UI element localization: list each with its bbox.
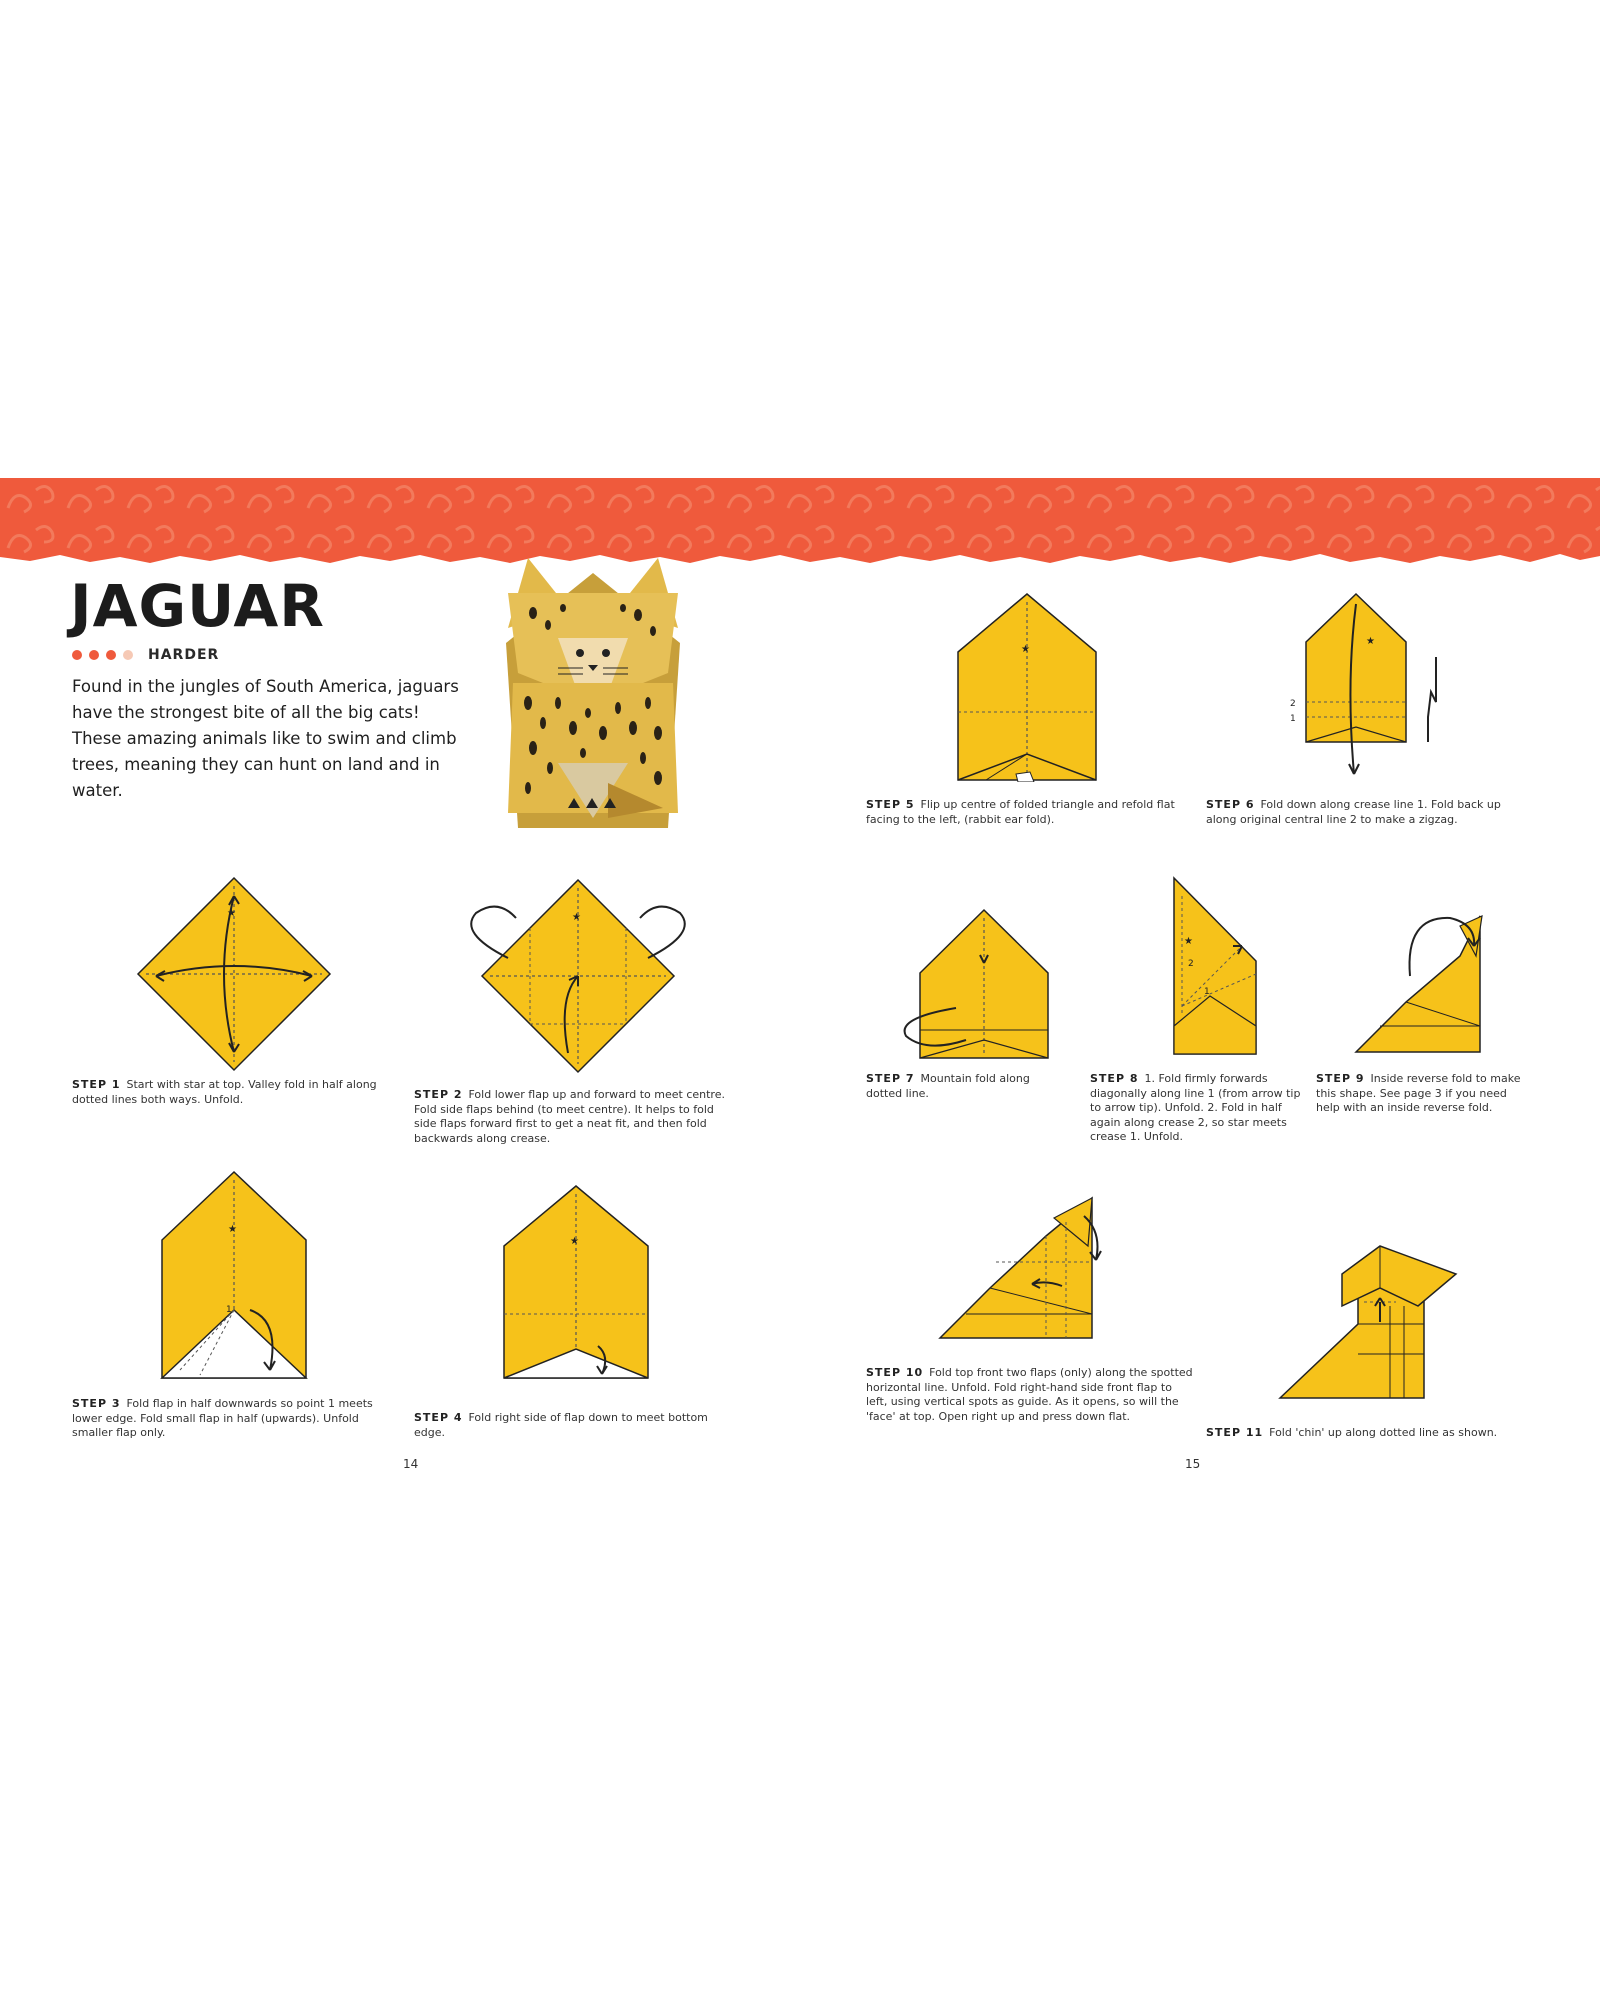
star-mark: ★ (1366, 636, 1375, 647)
step-4-caption (414, 1411, 734, 1440)
zigzag-icon (1428, 657, 1436, 742)
step-text: 1. Fold firmly forwards diagonally along line 1 (from arrow tip to arrow tip). Unfold. 2. Fold in half again along crease 2, so star meets crease 1. Unfold. (1090, 1072, 1301, 1143)
step-label: STEP 11 (1206, 1426, 1264, 1439)
step-text: Fold right side of flap down to meet bottom edge. (414, 1411, 708, 1439)
step-label: STEP 2 (414, 1088, 463, 1101)
step-11-caption (1206, 1426, 1526, 1441)
page-title: JAGUAR (70, 572, 325, 640)
step-text: Fold top front two flaps (only) along the spotted horizontal line. Unfold. Fold right-hand side front flap to left, using vertical spots as guide. As it opens, so will the 'face' at top. Open right up and press down flat. (866, 1366, 1193, 1423)
step-11-diagram (1278, 1244, 1458, 1400)
step-text: Fold 'chin' up along dotted line as shown. (1269, 1426, 1498, 1439)
step-label: STEP 5 (866, 798, 915, 811)
intro-text: Found in the jungles of South America, jaguars have the strongest bite of all the big cats! These amazing animals like to swim and climb trees, meaning they can hunt on land and in water. (72, 677, 459, 800)
step-5-caption (866, 798, 1186, 827)
page-number-left: 14 (403, 1457, 419, 1471)
point-1-label: 1 (226, 1305, 232, 1315)
difficulty-label: HARDER (148, 647, 220, 663)
star-mark: ★ (228, 1224, 237, 1235)
crease-1-label: 1 (1204, 987, 1210, 997)
step-8-diagram (1170, 876, 1290, 1056)
step-7-diagram (896, 908, 1056, 1060)
star-mark: ★ (1184, 936, 1193, 947)
step-10-diagram (936, 1196, 1102, 1342)
step-8-caption (1090, 1072, 1302, 1145)
step-text: Flip up centre of folded triangle and refold flat facing to the left, (rabbit ear fold). (866, 798, 1175, 826)
page-number-right: 15 (1185, 1457, 1201, 1471)
step-1-caption (72, 1078, 402, 1107)
paper-house-shape (1306, 594, 1406, 742)
step-label: STEP 1 (72, 1078, 121, 1091)
star-mark: ★ (572, 912, 581, 923)
step-label: STEP 7 (866, 1072, 915, 1085)
crease-1-label: 1 (1290, 714, 1296, 724)
step-6-caption (1206, 798, 1526, 827)
step-text: Fold flap in half downwards so point 1 meets lower edge. Fold small flap in half (upwards). Unfold smaller flap only. (72, 1397, 373, 1439)
difficulty-rating (72, 645, 219, 665)
star-mark: ★ (1021, 644, 1030, 655)
step-text: Fold down along crease line 1. Fold back up along original central line 2 to make a zigzag. (1206, 798, 1501, 826)
step-10-caption (866, 1366, 1196, 1424)
jaguar-origami-photo (488, 553, 698, 833)
paper-head (1342, 1246, 1456, 1306)
star-mark: ★ (570, 1236, 579, 1247)
paper-body (1280, 1286, 1424, 1398)
step-text: Inside reverse fold to make this shape. See page 3 if you need help with an inside reverse fold. (1316, 1072, 1521, 1114)
step-label: STEP 8 (1090, 1072, 1139, 1085)
step-6-diagram (1286, 592, 1446, 782)
paper-shape (1356, 916, 1480, 1052)
banner-pattern (0, 478, 1600, 563)
step-label: STEP 3 (72, 1397, 121, 1410)
step-9-diagram (1350, 906, 1490, 1056)
step-1-diagram (136, 876, 332, 1072)
step-2-diagram (468, 878, 688, 1074)
step-2-caption (414, 1088, 734, 1146)
difficulty-dot (123, 650, 133, 660)
crease-2-label: 2 (1290, 699, 1296, 709)
step-label: STEP 10 (866, 1366, 924, 1379)
crease-2-label: 2 (1188, 959, 1194, 969)
star-mark: ★ (227, 908, 236, 919)
step-label: STEP 4 (414, 1411, 463, 1424)
difficulty-dot (72, 650, 82, 660)
step-9-caption (1316, 1072, 1526, 1116)
difficulty-dot (106, 650, 116, 660)
step-5-diagram (956, 592, 1098, 782)
step-7-caption (866, 1072, 1046, 1101)
header-banner (0, 478, 1600, 578)
difficulty-dot (89, 650, 99, 660)
step-text: Mountain fold along dotted line. (866, 1072, 1030, 1100)
step-4-diagram (502, 1184, 650, 1380)
step-text: Start with star at top. Valley fold in half along dotted lines both ways. Unfold. (72, 1078, 377, 1106)
step-3-diagram (160, 1170, 308, 1380)
step-3-caption (72, 1397, 402, 1441)
step-label: STEP 9 (1316, 1072, 1365, 1085)
step-label: STEP 6 (1206, 798, 1255, 811)
step-text: Fold lower flap up and forward to meet centre. Fold side flaps behind (to meet centre). It helps to fold side flaps forward first to get a neat fit, and then fold backwards along crease. (414, 1088, 725, 1145)
